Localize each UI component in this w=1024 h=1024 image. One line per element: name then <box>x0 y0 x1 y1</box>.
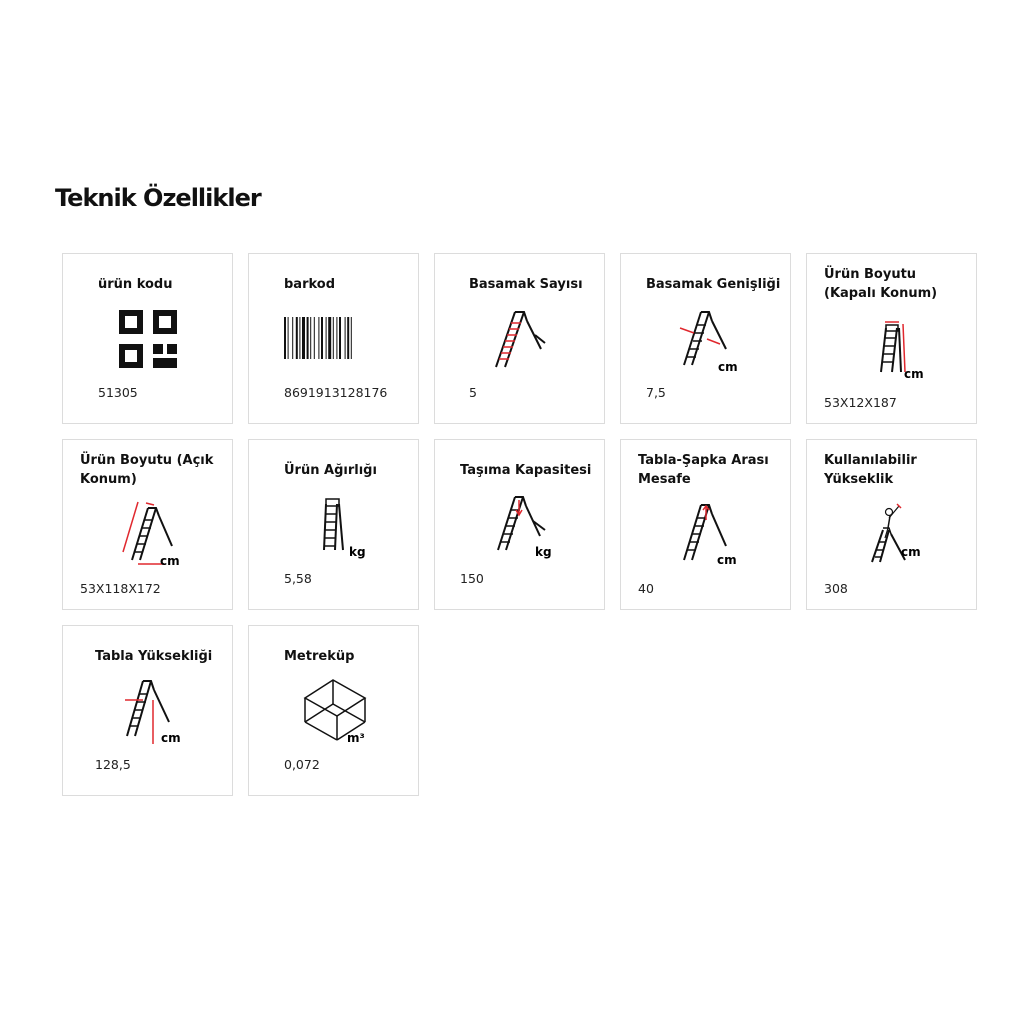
spec-value: 5 <box>469 385 477 400</box>
spec-value: 40 <box>638 581 654 596</box>
barcode-bar <box>321 317 323 359</box>
spec-value: 0,072 <box>284 757 320 772</box>
barcode-bar <box>288 317 289 359</box>
spec-label: Tabla-Şapka Arası Mesafe <box>638 453 769 487</box>
spec-card-product-code <box>62 253 233 424</box>
spec-card-step-count <box>434 253 605 424</box>
spec-value: 7,5 <box>646 385 666 400</box>
cube-volume-icon <box>301 676 373 746</box>
spec-label: Tabla Yüksekliği <box>95 649 213 664</box>
unit-label: m³ <box>347 731 365 745</box>
spec-label: ürün kodu <box>98 277 173 292</box>
spec-card-platform-cap-distance <box>620 439 791 610</box>
spec-value: 5,58 <box>284 571 312 586</box>
spec-label: Taşıma Kapasitesi <box>460 463 592 478</box>
spec-card-step-width <box>620 253 791 424</box>
barcode-bar <box>351 317 352 359</box>
unit-label: cm <box>901 545 921 559</box>
step-width-icon <box>676 309 746 375</box>
barcode-bar <box>284 317 286 359</box>
load-capacity-icon <box>493 494 563 560</box>
spec-card-cubic-meter <box>248 625 419 796</box>
barcode-bar <box>339 317 341 359</box>
spec-card-closed-size <box>806 253 977 424</box>
barcode-bar <box>299 317 300 359</box>
spec-label: Kullanılabilir Yükseklik <box>824 453 917 487</box>
spec-label: Metreküp <box>284 649 355 664</box>
spec-card-open-size <box>62 439 233 610</box>
ladder-steps-icon <box>493 309 553 371</box>
spec-value: 53X118X172 <box>80 581 161 596</box>
spec-card-weight <box>248 439 419 610</box>
spec-card-platform-height <box>62 625 233 796</box>
spec-value: 51305 <box>98 385 138 400</box>
spec-value: 150 <box>460 571 484 586</box>
spec-label: Basamak Sayısı <box>469 277 583 292</box>
spec-label: Ürün Boyutu (Açık Konum) <box>80 453 214 487</box>
barcode-bar <box>336 317 337 359</box>
spec-value: 8691913128176 <box>284 385 388 400</box>
unit-label: kg <box>535 545 552 559</box>
unit-label: cm <box>161 731 181 745</box>
usable-height-icon <box>867 502 937 568</box>
spec-card-usable-height <box>806 439 977 610</box>
barcode-bar <box>326 317 327 359</box>
unit-label: cm <box>904 367 924 381</box>
closed-ladder-icon <box>877 316 937 382</box>
barcode-bar <box>307 317 309 359</box>
barcode-bar <box>347 317 349 359</box>
open-ladder-icon <box>118 500 193 570</box>
unit-label: cm <box>160 554 180 568</box>
barcode-bar <box>328 317 331 359</box>
platform-height-icon <box>121 678 191 748</box>
barcode-bar <box>292 317 293 359</box>
spec-label: barkod <box>284 277 336 292</box>
ladder-weight-icon <box>321 496 381 560</box>
page-title: Teknik Özellikler <box>55 184 261 212</box>
unit-label: cm <box>717 553 737 567</box>
spec-value: 308 <box>824 581 848 596</box>
barcode-bar <box>296 317 298 359</box>
spec-value: 53X12X187 <box>824 395 897 410</box>
spec-label: Ürün Boyutu (Kapalı Konum) <box>824 267 938 301</box>
unit-label: kg <box>349 545 366 559</box>
spec-card-barcode <box>248 253 419 424</box>
barcode-bar <box>318 317 319 359</box>
barcode-bar <box>345 317 346 359</box>
barcode-bar <box>333 317 334 359</box>
unit-label: cm <box>718 360 738 374</box>
barcode-bar <box>302 317 305 359</box>
spec-value: 128,5 <box>95 757 131 772</box>
spec-label: Ürün Ağırlığı <box>284 463 377 478</box>
qr-code-icon <box>117 308 179 370</box>
barcode-icon <box>284 317 384 359</box>
platform-cap-distance-icon <box>679 502 749 568</box>
spec-card-load-capacity <box>434 439 605 610</box>
barcode-bar <box>314 317 315 359</box>
spec-label: Basamak Genişliği <box>646 277 781 292</box>
barcode-bar <box>310 317 311 359</box>
